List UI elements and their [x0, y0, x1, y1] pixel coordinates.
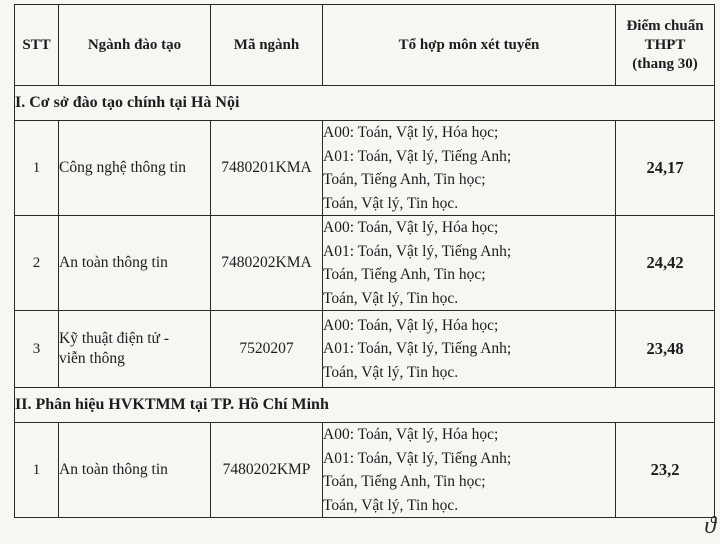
section-title: II. Phân hiệu HVKTMM tại TP. Hồ Chí Minh: [15, 388, 715, 423]
section-row: [15, 388, 715, 423]
row-program: Công nghệ thông tin: [59, 121, 211, 216]
row-stt: 1: [15, 423, 59, 518]
row-program: An toàn thông tin: [59, 216, 211, 311]
row-code: 7520207: [211, 311, 323, 388]
combo-line: Toán, Tiếng Anh, Tin học;: [323, 266, 486, 283]
row-code: 7480202KMP: [211, 423, 323, 518]
header-score-line2: THPT: [644, 36, 686, 53]
combo-line: A01: Toán, Vật lý, Tiếng Anh;: [323, 147, 512, 165]
row-score: 24,42: [616, 216, 715, 311]
table-row: [15, 423, 715, 518]
section-title: I. Cơ sở đào tạo chính tại Hà Nội: [15, 86, 715, 121]
row-program: An toàn thông tin: [59, 423, 211, 518]
combo-line: Toán, Tiếng Anh, Tin học;: [323, 171, 486, 188]
header-program: Ngành đào tạo: [59, 5, 211, 86]
row-score: 23,48: [616, 311, 715, 388]
program-line: viễn thông: [59, 350, 125, 367]
handwritten-mark: ϑ: [704, 513, 716, 539]
row-score: 23,2: [616, 423, 715, 518]
combo-line: A01: Toán, Vật lý, Tiếng Anh;: [323, 242, 512, 260]
combo-line: Toán, Vật lý, Tin học.: [323, 363, 459, 381]
row-combos: [323, 423, 616, 518]
row-combos: [323, 311, 616, 388]
row-score: 24,17: [616, 121, 715, 216]
header-score-line1: Điểm chuẩn: [626, 17, 704, 34]
table-row: [15, 216, 715, 311]
row-combos: [323, 121, 616, 216]
combo-line: A00: Toán, Vật lý, Hóa học;: [323, 219, 499, 236]
combo-line: Toán, Vật lý, Tin học.: [323, 496, 459, 514]
row-code: 7480201KMA: [211, 121, 323, 216]
combo-line: A00: Toán, Vật lý, Hóa học;: [323, 124, 499, 141]
header-score: [616, 5, 715, 86]
combo-line: A01: Toán, Vật lý, Tiếng Anh;: [323, 449, 512, 467]
header-code: Mã ngành: [211, 5, 323, 86]
combo-line: A00: Toán, Vật lý, Hóa học;: [323, 316, 499, 334]
header-score-line3: (thang 30): [632, 55, 698, 72]
row-program: [59, 311, 211, 388]
combo-line: Toán, Tiếng Anh, Tin học;: [323, 473, 486, 490]
table-row: [15, 121, 715, 216]
combo-line: Toán, Vật lý, Tin học.: [323, 289, 459, 307]
section-row: [15, 86, 715, 121]
combo-line: Toán, Vật lý, Tin học.: [323, 194, 459, 212]
header-stt: STT: [15, 5, 59, 86]
row-stt: 3: [15, 311, 59, 388]
table-header-row: [15, 5, 715, 86]
combo-line: A00: Toán, Vật lý, Hóa học;: [323, 426, 499, 443]
table-row: [15, 311, 715, 388]
row-code: 7480202KMA: [211, 216, 323, 311]
row-combos: [323, 216, 616, 311]
header-subject-combo: Tổ hợp môn xét tuyển: [323, 5, 616, 86]
program-line: Kỹ thuật điện tử -: [59, 330, 169, 347]
combo-line: A01: Toán, Vật lý, Tiếng Anh;: [323, 340, 512, 358]
admission-score-table: [14, 4, 715, 518]
row-stt: 1: [15, 121, 59, 216]
row-stt: 2: [15, 216, 59, 311]
